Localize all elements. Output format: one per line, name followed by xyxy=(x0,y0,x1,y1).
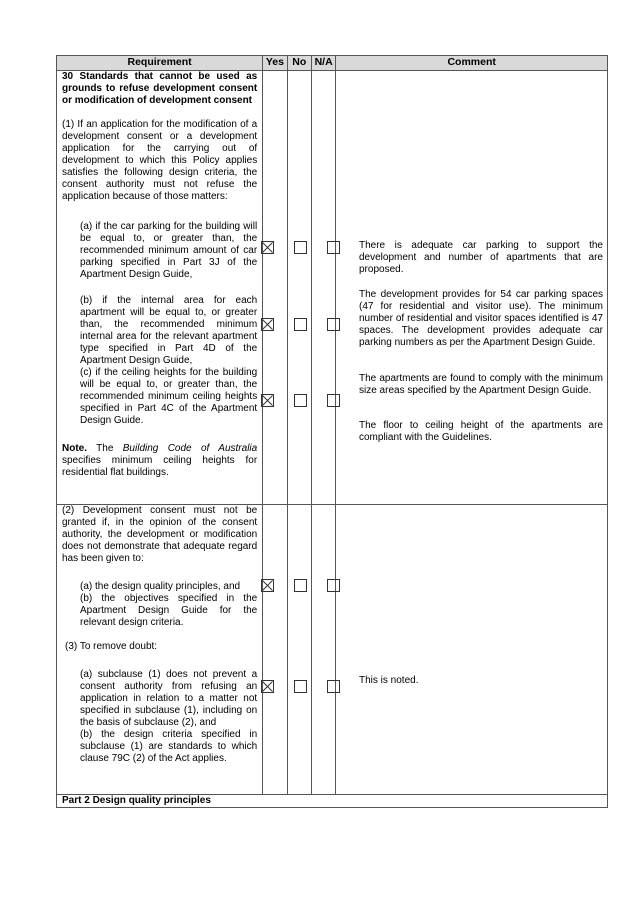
checkbox-yes-2-checked[interactable] xyxy=(261,579,274,592)
table-header-row xyxy=(57,56,608,71)
clause-1-intro: (1) If an application for the modification of a development consent or a development application for the carrying out of development to which this Policy applies satisfies the following design criteria, the consent authority must not refuse the application because of those matters: xyxy=(62,119,258,202)
clause-3b: (b) the design criteria specified in subclause (1) are standards to which clause 79C (2) of the Act applies. xyxy=(80,729,258,764)
yes-cell xyxy=(263,71,287,505)
checkbox-yes-3-checked[interactable] xyxy=(261,680,274,693)
na-cell xyxy=(311,505,335,795)
clause-2-intro: (2) Development consent must not be granted if, in the opinion of the consent authority, the development or modification does not demonstrate that adequate regard has been given to: xyxy=(62,505,258,564)
checkbox-yes-1b-checked[interactable] xyxy=(261,318,274,331)
requirement-cell xyxy=(57,505,263,795)
checkbox-na-2[interactable] xyxy=(327,579,340,592)
yes-cell xyxy=(263,505,287,795)
note-text: Note. The Building Code of Australia specifies minimum ceiling heights for residential flat buildings. xyxy=(62,443,258,478)
no-cell xyxy=(287,505,311,795)
na-cell xyxy=(311,71,335,505)
clause-1a: (a) if the car parking for the building will be equal to, or greater than, the recommended minimum amount of car parking specified in Part 3J of the Apartment Design Guide, xyxy=(80,221,258,280)
header-requirement: Requirement xyxy=(57,56,263,71)
checkbox-no-1c[interactable] xyxy=(294,394,307,407)
clause-3: (3) To remove doubt: xyxy=(65,641,158,652)
comment-parking-spaces: The development provides for 54 car parking spaces (47 for residential and visitor use). The minimum number of residential and visitor spaces identified is 47 spaces. The development provides adequate car parking numbers as per the Apartment Design Guide. xyxy=(359,289,603,348)
table-row xyxy=(57,795,608,808)
checkbox-no-1b[interactable] xyxy=(294,318,307,331)
checkbox-no-3[interactable] xyxy=(294,680,307,693)
checkbox-no-2[interactable] xyxy=(294,579,307,592)
header-na: N/A xyxy=(311,56,335,71)
comment-noted: This is noted. xyxy=(359,675,419,686)
comment-car-parking: There is adequate car parking to support the development and number of apartments that are proposed. xyxy=(359,240,603,275)
comment-apartment-size: The apartments are found to comply with the minimum size areas specified by the Apartment Design Guide. xyxy=(359,373,603,396)
part-2-heading: Part 2 Design quality principles xyxy=(57,795,608,808)
checkbox-na-3[interactable] xyxy=(327,680,340,693)
header-no: No xyxy=(287,56,311,71)
comment-ceiling-height: The floor to ceiling height of the apartments are compliant with the Guidelines. xyxy=(359,420,603,443)
clause-1c: (c) if the ceiling heights for the building will be equal to, or greater than, the recommended minimum ceiling heights specified in Part 4C of the Apartment Design Guide. xyxy=(80,367,258,426)
clause-2a: (a) the design quality principles, and xyxy=(80,581,241,592)
checkbox-yes-1c-checked[interactable] xyxy=(261,394,274,407)
clause-2b: (b) the objectives specified in the Apartment Design Guide for the relevant design criteria. xyxy=(80,593,258,628)
requirement-cell xyxy=(57,71,263,505)
checkbox-na-1c[interactable] xyxy=(327,394,340,407)
header-yes: Yes xyxy=(263,56,287,71)
no-cell xyxy=(287,71,311,505)
checkbox-yes-1a-checked[interactable] xyxy=(261,241,274,254)
clause-3a: (a) subclause (1) does not prevent a consent authority from refusing an application in relation to a matter not specified in subclause (1), including on the basis of subclause (2), and xyxy=(80,669,258,728)
comment-cell xyxy=(336,505,608,795)
clause-title: 30 Standards that cannot be used as grounds to refuse development consent or modification of development consent xyxy=(62,71,258,106)
checkbox-na-1b[interactable] xyxy=(327,318,340,331)
checkbox-no-1a[interactable] xyxy=(294,241,307,254)
checkbox-na-1a[interactable] xyxy=(327,241,340,254)
header-comment: Comment xyxy=(336,56,608,71)
table-row xyxy=(57,505,608,795)
clause-1b: (b) if the internal area for each apartment will be equal to, or greater than, the recommended minimum internal area for the relevant apartment type specified in Part 4D of the Apartment Design Guide, xyxy=(80,295,258,366)
